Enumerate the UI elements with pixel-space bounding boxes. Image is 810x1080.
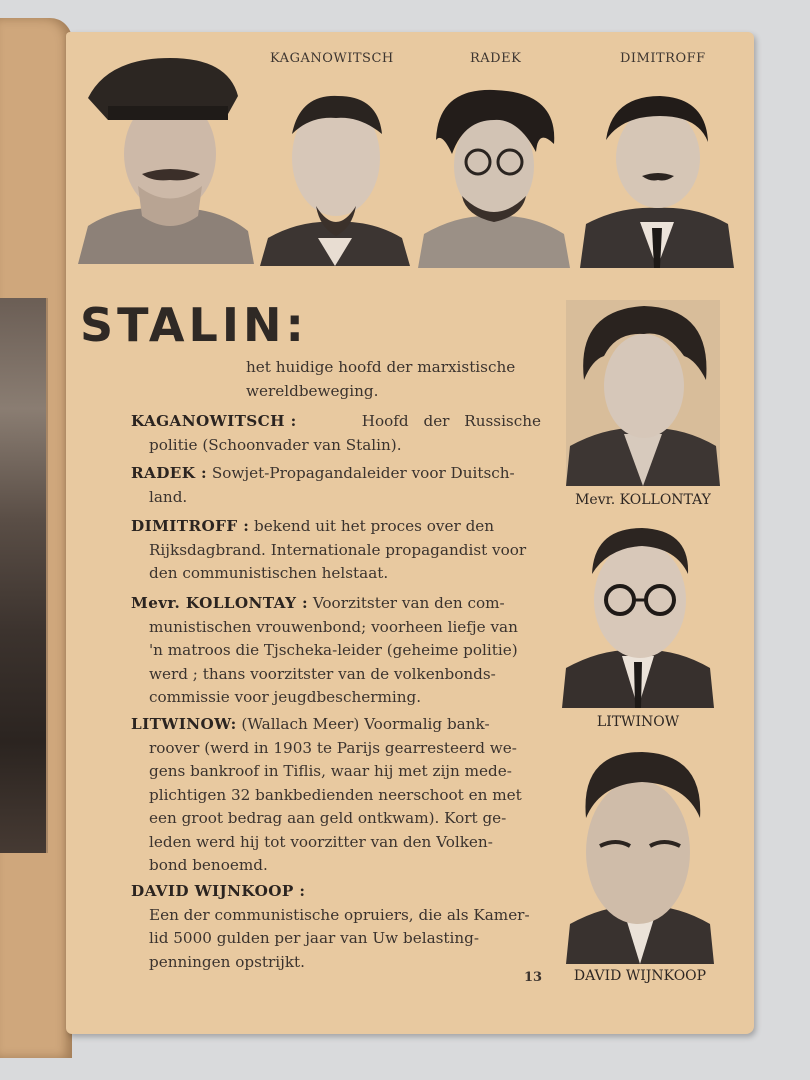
entry-line: Een der communistische opruiers, die als Kamer- <box>149 905 530 924</box>
entry-wijnkoop <box>131 880 541 974</box>
entry-line: munistischen vrouwenbond; voorheen liefje van <box>149 617 518 636</box>
portrait-wijnkoop <box>566 748 714 964</box>
entry-text: Sowjet-Propagandaleider voor Duitsch- <box>211 464 515 482</box>
left-page <box>0 18 72 1058</box>
entry-kollontay <box>131 592 541 710</box>
entry-line: bond benoemd. <box>149 856 268 874</box>
caption-radek: RADEK <box>470 51 522 66</box>
entry-line: land. <box>149 487 188 506</box>
entry-first-line <box>131 462 541 486</box>
entry-label: RADEK : <box>131 464 208 482</box>
entry-litwinow <box>131 713 541 878</box>
caption-wijnkoop: DAVID WIJNKOOP <box>573 968 707 984</box>
entry-first-line <box>131 880 541 904</box>
entry-first-line <box>131 713 541 737</box>
entry-text: Voorzitster van den com- <box>312 594 505 612</box>
entry-line: den communistischen helstaat. <box>149 564 389 582</box>
entry-dimitroff <box>131 515 541 586</box>
entry-text: bekend uit het proces over den <box>254 517 495 535</box>
entry-kaganowitsch <box>131 410 541 457</box>
entry-line: lid 5000 gulden per jaar van Uw belasting- <box>149 929 480 947</box>
page-title: STALIN: <box>80 298 308 352</box>
portrait-litwinow <box>562 524 714 708</box>
caption-litwinow: LITWINOW <box>596 714 680 730</box>
entry-line: commissie voor jeugdbescherming. <box>149 688 422 706</box>
entry-label: DIMITROFF : <box>131 517 250 535</box>
portrait-radek <box>418 88 570 268</box>
entry-line: plichtigen 32 bankbedienden neerschoot en met <box>149 785 522 804</box>
entry-label: KAGANOWITSCH : <box>131 412 297 430</box>
entry-line: een groot bedrag aan geld ontkwam). Kort ge- <box>149 809 507 827</box>
entry-label: Mevr. KOLLONTAY : <box>131 594 309 612</box>
entry-line: roover (werd in 1903 te Parijs gearresteerd we- <box>149 738 517 757</box>
entry-line: werd ; thans voorzitster van de volkenbonds- <box>149 664 496 683</box>
portrait-kaganowitsch <box>260 88 410 266</box>
entry-label: DAVID WIJNKOOP : <box>131 882 306 900</box>
entry-line: 'n matroos die Tjscheka-leider (geheime politie) <box>149 641 518 659</box>
caption-kaganowitsch: KAGANOWITSCH <box>270 51 394 66</box>
entry-line: penningen opstrijkt. <box>149 952 305 971</box>
caption-kollontay: Mevr. KOLLONTAY <box>575 492 711 508</box>
entry-radek <box>131 462 541 509</box>
entry-stalin <box>246 356 546 403</box>
page-number: 13 <box>524 970 543 985</box>
entry-text: Hoofd der Russische <box>361 412 541 430</box>
entry-first-line <box>131 410 541 434</box>
entry-line: gens bankroof in Tiflis, waar hij met zijn mede- <box>149 762 512 780</box>
entry-line: politie (Schoonvader van Stalin). <box>149 435 402 454</box>
portrait-dimitroff <box>580 92 734 268</box>
portrait-stalin <box>78 36 254 264</box>
entry-first-line <box>131 515 541 539</box>
entry-first-line <box>131 592 541 616</box>
entry-text: (Wallach Meer) Voormalig bank- <box>241 715 490 733</box>
portrait-kollontay <box>566 300 720 486</box>
left-page-photo <box>0 298 48 853</box>
caption-dimitroff: DIMITROFF <box>620 51 706 66</box>
entry-line: leden werd hij tot voorzitter van den Volken- <box>149 832 493 851</box>
entry-line: Rijksdagbrand. Internationale propagandist voor <box>149 540 527 559</box>
entry-label: LITWINOW: <box>131 715 237 733</box>
entry-line: het huidige hoofd der marxistische <box>246 358 516 376</box>
entry-line: wereldbeweging. <box>246 381 379 400</box>
